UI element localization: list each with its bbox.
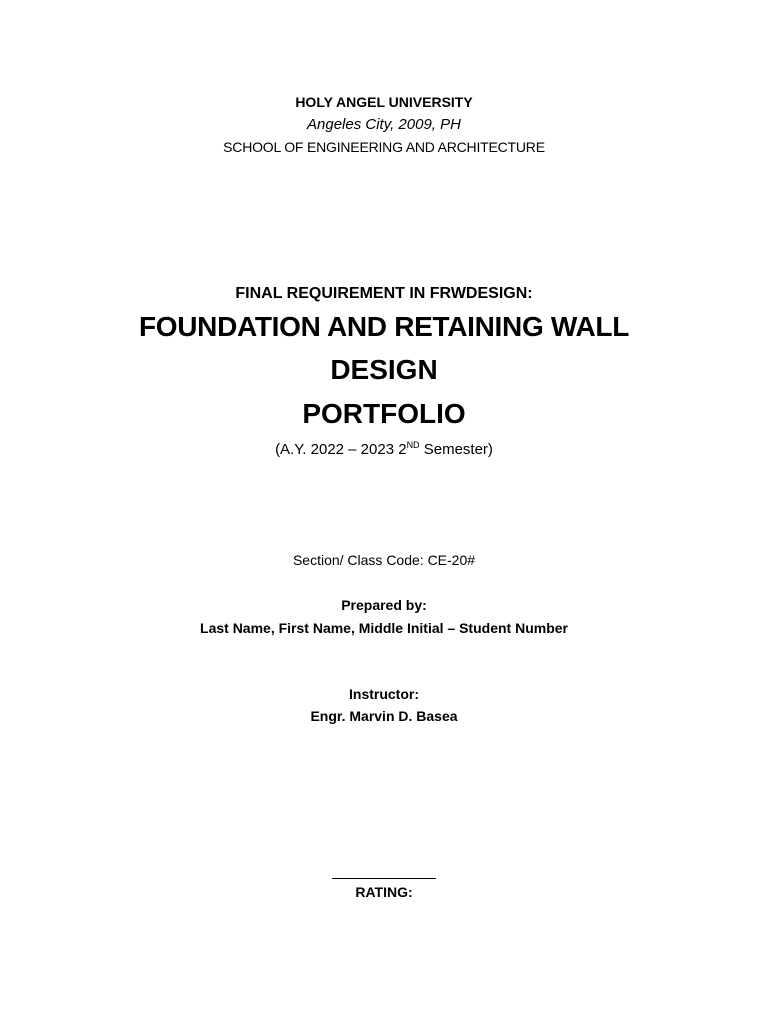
university-location: Angeles City, 2009, PH — [307, 116, 461, 133]
university-name: HOLY ANGEL UNIVERSITY — [295, 94, 473, 110]
instructor-label: Instructor: — [349, 686, 419, 702]
academic-year-prefix: (A.Y. 2022 – 2023 2 — [275, 441, 407, 458]
rating-blank-line — [332, 878, 436, 879]
prepared-by-label: Prepared by: — [341, 597, 427, 613]
requirement-heading: FINAL REQUIREMENT IN FRWDESIGN: — [235, 285, 533, 302]
student-info: Last Name, First Name, Middle Initial – Student Number — [200, 620, 568, 636]
section-class-code: Section/ Class Code: CE-20# — [292, 552, 476, 568]
academic-year-superscript: ND — [406, 440, 420, 450]
document-title-line-1: FOUNDATION AND RETAINING WALL — [138, 311, 630, 342]
school-name: SCHOOL OF ENGINEERING AND ARCHITECTURE — [223, 139, 545, 155]
instructor-name: Engr. Marvin D. Basea — [310, 708, 458, 724]
document-title-line-2: DESIGN — [330, 354, 438, 385]
academic-year — [0, 441, 768, 458]
document-title-line-3: PORTFOLIO — [302, 398, 466, 429]
rating-label: RATING: — [355, 884, 413, 900]
academic-year-suffix: Semester) — [419, 441, 493, 458]
